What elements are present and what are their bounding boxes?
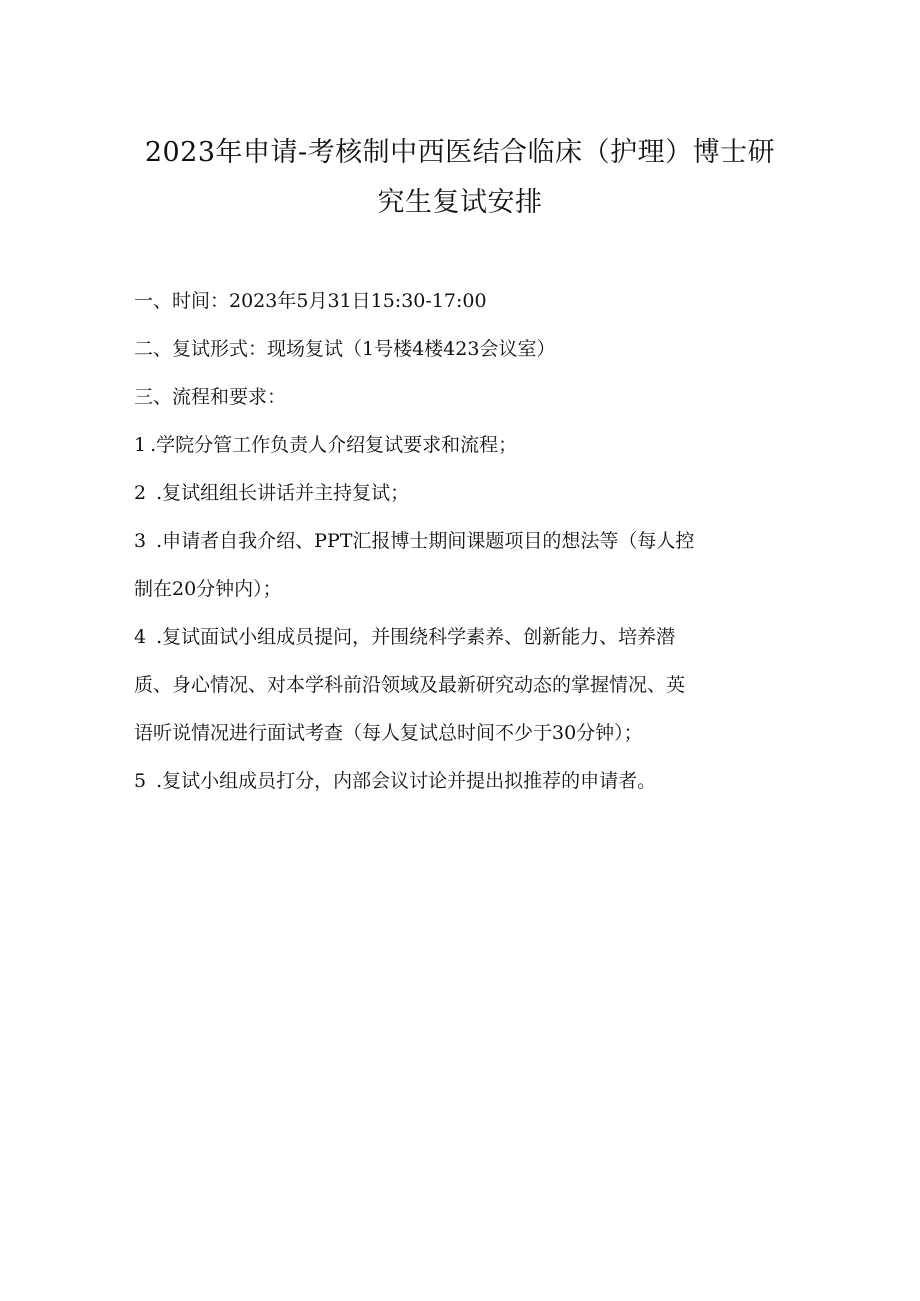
section-time: 一、时间：2023年5月31日15:30-17:00: [134, 290, 487, 312]
step-text: .复试面试小组成员提问，并围绕科学素养、创新能力、培养潜: [150, 626, 676, 648]
section-format: 二、复试形式：现场复试（1号楼4楼423会议室）: [134, 338, 556, 360]
step-number: 2: [134, 482, 147, 504]
step-1: [134, 421, 784, 469]
title-line-2: 究生复试安排: [377, 187, 543, 218]
title-line-1: 2023年申请-考核制中西医结合临床（护理）博士研: [144, 137, 776, 168]
step-text: .复试组组长讲话并主持复试；: [150, 482, 410, 504]
step-3: [134, 517, 784, 613]
step-4: [134, 613, 784, 757]
step-text-continued: 语听说情况进行面试考查（每人复试总时间不少于30分钟）；: [134, 722, 643, 744]
step-text-continued: 制在20分钟内）；: [134, 578, 282, 600]
step-2: [134, 469, 784, 517]
section-process-heading: 三、流程和要求：: [134, 386, 287, 408]
step-text: .学院分管工作负责人介绍复试要求和流程；: [150, 434, 518, 456]
document-title: [130, 128, 790, 228]
step-number: 3: [134, 530, 147, 552]
step-5: [134, 757, 784, 805]
document-body: [134, 277, 784, 805]
step-number: 4: [134, 626, 147, 648]
step-text: .申请者自我介绍、PPT汇报博士期间课题项目的想法等（每人控: [150, 530, 695, 552]
step-number: 1: [134, 434, 147, 456]
step-number: 5: [134, 770, 147, 792]
step-text: .复试小组成员打分，内部会议讨论并提出拟推荐的申请者。: [150, 770, 657, 792]
step-text-continued: 质、身心情况、对本学科前沿领域及最新研究动态的掌握情况、英: [134, 674, 686, 696]
